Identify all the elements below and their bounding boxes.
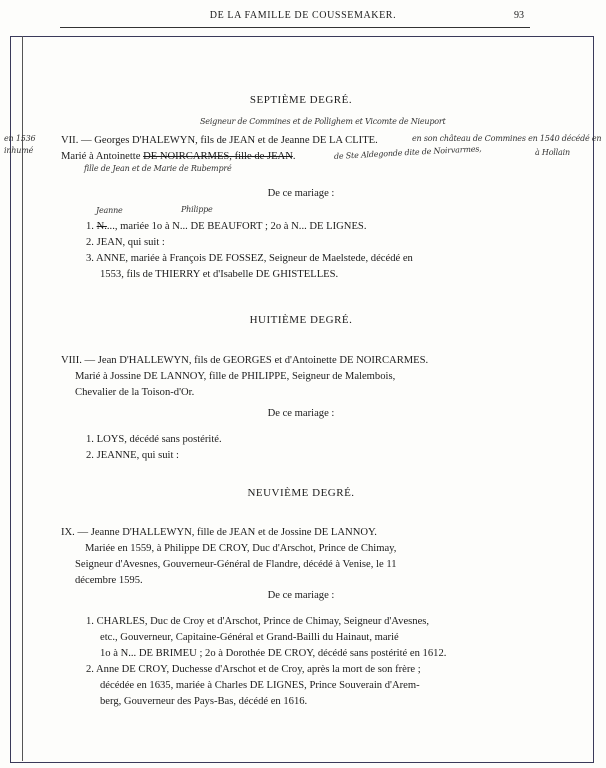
child-7-2: 2. JEAN, qui suit : [86, 237, 165, 248]
child-9-1-line2: etc., Gouverneur, Capitaine-Général et Grand-Bailli du Hainaut, marié [100, 632, 399, 643]
child-9-2-line2: décédée en 1635, mariée à Charles DE LIGNES, Prince Souverain d'Arem- [100, 680, 420, 691]
child-9-2-line1: 2. Anne DE CROY, Duchesse d'Arschot et de Croy, après la mort de son frère ; [86, 664, 421, 675]
handwritten-note-jeanne: Jeanne [96, 206, 123, 215]
handwritten-margin-note-2: inhumé [4, 146, 34, 155]
heading-huitieme-degre: HUITIÈME DEGRÉ. [249, 314, 353, 326]
child-7-3-line2: 1553, fils de THIERRY et d'Isabelle DE GHISTELLES. [100, 269, 339, 280]
child-8-1: 1. LOYS, décédé sans postérité. [86, 434, 222, 445]
handwritten-note-philippe: Philippe [181, 205, 213, 214]
entry-viii-line1: VIII. — Jean D'HALLEWYN, fils de GEORGES et d'Antoinette DE NOIRCARMES. [61, 355, 429, 366]
entry-viii-line3: Chevalier de la Toison-d'Or. [75, 387, 195, 398]
entry-ix-line3: Seigneur d'Avesnes, Gouverneur-Général de Flandre, décédé à Venise, le 11 [75, 559, 397, 570]
entry-ix-line1: IX. — Jeanne D'HALLEWYN, fille de JEAN et de Jossine DE LANNOY. [61, 527, 377, 538]
entry-vii-line1: VII. — Georges D'HALEWYN, fils de JEAN et de Jeanne DE LA CLITE. [61, 135, 378, 146]
page-number: 93 [514, 10, 524, 21]
child-9-2-line3: berg, Gouverneur des Pays-Bas, décédé en 1616. [100, 696, 308, 707]
child-9-1-line3: 1o à N... DE BRIMEU ; 2o à Dorothée DE CROY, décédé sans postérité en 1612. [100, 648, 447, 659]
child-8-2: 2. JEANNE, qui suit : [86, 450, 179, 461]
header-rule [60, 27, 530, 28]
page-header [0, 10, 606, 26]
running-title: DE LA FAMILLE DE COUSSEMAKER. [209, 10, 397, 21]
de-ce-mariage-7: De ce mariage : [267, 188, 335, 199]
entry-vii-line2: Marié à Antoinette DE NOIRCARMES, fille de JEAN. [61, 151, 296, 162]
heading-septieme-degre: SEPTIÈME DEGRÉ. [249, 94, 353, 106]
entry-ix-line4: décembre 1595. [75, 575, 143, 586]
child-7-3-line1: 3. ANNE, mariée à François DE FOSSEZ, Seigneur de Maelstede, décédé en [86, 253, 413, 264]
handwritten-margin-note-right: à Hollain [535, 148, 570, 157]
struck-text: DE NOIRCARMES, fille de JEAN [143, 151, 293, 162]
entry-viii-line2: Marié à Jossine DE LANNOY, fille de PHILIPPE, Seigneur de Malembois, [75, 371, 396, 382]
handwritten-note-below-line2: fille de Jean et de Marie de Rubempré [84, 164, 232, 173]
handwritten-note-after-line2: de Ste Aldegonde dite de Noirvarmes, [333, 144, 482, 161]
margin-line [22, 36, 23, 761]
handwritten-note-above-vii: Seigneur de Commines et de Pollighem et Vicomte de Nieuport [200, 117, 446, 126]
de-ce-mariage-8: De ce mariage : [267, 408, 335, 419]
child-7-1: 1. N...., mariée 1o à N... DE BEAUFORT ; 2o à N... DE LIGNES. [86, 221, 367, 232]
handwritten-note-after-vii: en son château de Commines en 1540 décédé en [412, 134, 602, 143]
de-ce-mariage-9: De ce mariage : [267, 590, 335, 601]
handwritten-margin-note-1: en 1536 [4, 134, 36, 143]
entry-ix-line2: Mariée en 1559, à Philippe DE CROY, Duc d'Arschot, Prince de Chimay, [85, 543, 397, 554]
heading-neuvieme-degre: NEUVIÈME DEGRÉ. [247, 487, 355, 499]
child-9-1-line1: 1. CHARLES, Duc de Croy et d'Arschot, Prince de Chimay, Seigneur d'Avesnes, [86, 616, 430, 627]
